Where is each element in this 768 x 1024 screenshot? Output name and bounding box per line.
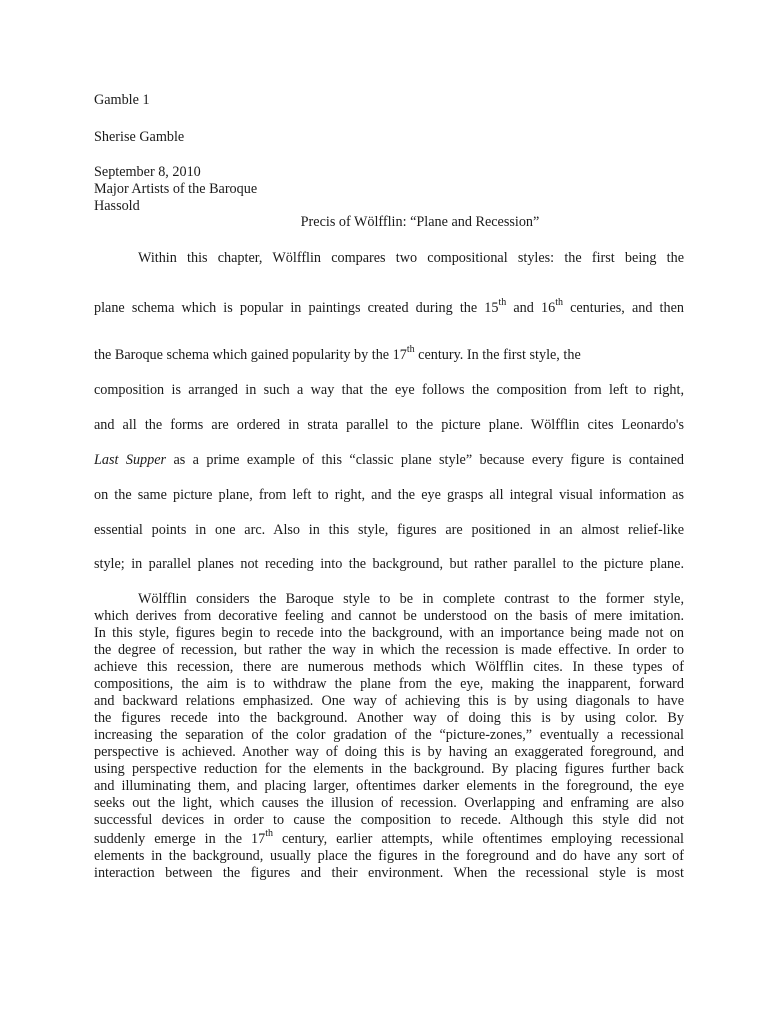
para2-line-5: achieve this recession, there are numerous methods which Wölfflin cites. In these types of [94, 659, 684, 675]
para1-line-3 [94, 344, 581, 364]
para1-line-9: style; in parallel planes not receding into the background, but rather parallel to the picture plane. [94, 556, 684, 572]
para2-line-15 [94, 828, 684, 848]
date: September 8, 2010 [94, 164, 201, 180]
para2-line-13: seeks out the light, which causes the illusion of recession. Overlapping and enframing are also [94, 795, 684, 811]
para1-line-1: Within this chapter, Wölfflin compares two compositional styles: the first being the [138, 250, 684, 266]
para1-line-2-text-a: plane schema which is popular in paintings created during the 15 [94, 300, 499, 316]
para2-line-6: compositions, the aim is to withdraw the plane from the eye, making the inapparent, forward [94, 676, 684, 692]
superscript: th [498, 297, 507, 308]
para2-line-17: interaction between the figures and their environment. When the recessional style is most [94, 865, 684, 881]
para1-line-6 [94, 452, 684, 469]
para2-line-16: elements in the background, usually place the figures in the foreground and do have any sort of [94, 848, 684, 864]
para1-line-7: on the same picture plane, from left to right, and the eye grasps all integral visual information as [94, 487, 684, 503]
para1-line-2-text-c: centuries, and then [562, 300, 684, 316]
para2-line-11: using perspective reduction for the elements in the background. By placing figures further back [94, 761, 684, 777]
para2-line-4: the degree of recession, but rather the way in which the recession is made effective. In order to [94, 642, 684, 658]
para1-line-4: composition is arranged in such a way that the eye follows the composition from left to right, [94, 382, 684, 398]
para1-line-3-text-b: century. In the first style, the [414, 347, 581, 363]
para1-line-8: essential points in one arc. Also in this style, figures are positioned in an almost relief-like [94, 522, 684, 538]
para1-line-5: and all the forms are ordered in strata parallel to the picture plane. Wölfflin cites Leonardo's [94, 417, 684, 433]
author-name: Sherise Gamble [94, 129, 185, 145]
para2-line-15-text-b: century, earlier attempts, while oftentimes employing recessional [272, 831, 684, 847]
para1-line-2-text-b: and 16 [506, 300, 556, 316]
para2-line-8: the figures recede into the background. Another way of doing this is by using color. By [94, 710, 684, 726]
para2-line-7: and backward relations emphasized. One way of achieving this is by using diagonals to have [94, 693, 684, 709]
para2-line-10: perspective is achieved. Another way of doing this is by having an exaggerated foreground, and [94, 744, 684, 760]
superscript: th [555, 297, 563, 308]
para2-line-9: increasing the separation of the color gradation of the “picture-zones,” eventually a recessional [94, 727, 684, 743]
para1-line-2 [94, 297, 684, 317]
instructor-name: Hassold [94, 198, 140, 214]
para2-line-3: In this style, figures begin to recede into the background, with an importance being made not on [94, 625, 684, 641]
superscript: th [265, 828, 273, 839]
artwork-title: Last Supper [94, 452, 167, 468]
running-head: Gamble 1 [94, 92, 150, 108]
course-name: Major Artists of the Baroque [94, 181, 258, 197]
para2-line-2: which derives from decorative feeling and cannot be understood on the basis of mere imitation. [94, 608, 684, 624]
title-text: Precis of Wölfflin: “Plane and Recession” [300, 214, 540, 230]
para1-line-3-text-a: the Baroque schema which gained popularity by the 17 [94, 347, 407, 363]
para2-line-15-text-a: suddenly emerge in the 17 [94, 831, 266, 847]
document-title [0, 214, 768, 231]
para2-line-14: successful devices in order to cause the composition to recede. Although this style did not [94, 812, 684, 828]
para1-line-6-text: as a prime example of this “classic plane style” because every figure is contained [166, 452, 685, 468]
superscript: th [406, 344, 415, 355]
para2-line-12: and illuminating them, and placing larger, oftentimes darker elements in the foreground, the eye [94, 778, 684, 794]
para2-line-1: Wölfflin considers the Baroque style to be in complete contrast to the former style, [138, 591, 684, 607]
